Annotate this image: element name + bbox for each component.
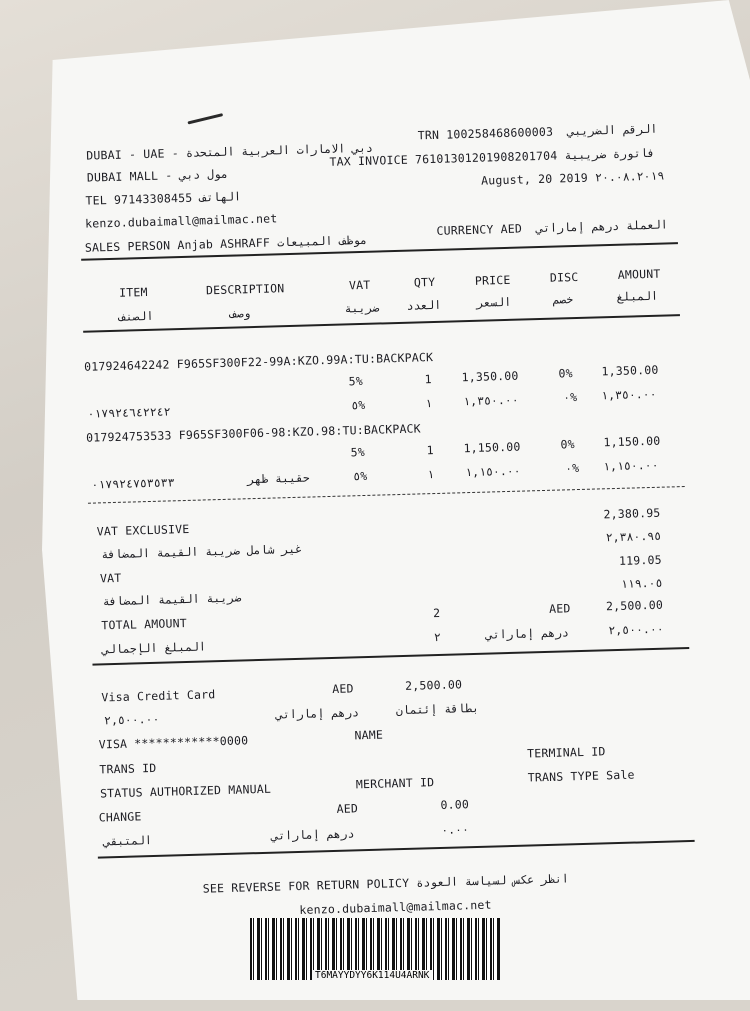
item-price: 1,350.00 bbox=[461, 368, 519, 385]
col-item-ar: الصنف bbox=[118, 308, 154, 324]
total-value: 2,500.00 bbox=[605, 597, 664, 614]
total-currency-ar: درهم إماراتي bbox=[485, 625, 570, 642]
payment-method-ar: بطاقة إئتمان bbox=[395, 700, 480, 718]
vat-label-ar: ضريبة القيمة المضافة bbox=[102, 590, 242, 609]
total-amount-label-ar: المبلغ الإجمالي bbox=[101, 639, 207, 657]
vat-value: 119.05 bbox=[618, 552, 662, 568]
item-disc: 0% bbox=[558, 366, 573, 381]
item-price-ar: ١,١٥٠.٠٠ bbox=[465, 463, 521, 480]
item-amount: 1,350.00 bbox=[601, 362, 659, 379]
currency: CURRENCY AED العملة درهم إماراتي bbox=[436, 217, 668, 238]
item-line: 017924642242 F965SF300F22-99A:KZO.99A:TU:BACKPACK bbox=[83, 350, 434, 374]
name-label: NAME bbox=[354, 727, 384, 743]
item-qty-ar: ١ bbox=[427, 467, 435, 482]
item-line: 017924753533 F965SF300F06-98:KZO.98:TU:BACKPACK bbox=[85, 421, 422, 445]
tax-invoice: TAX INVOICE 76101301201908201704 فاتورة ضريبية bbox=[329, 145, 655, 169]
change-value: 0.00 bbox=[440, 797, 470, 812]
change-label-ar: المتبقي bbox=[103, 833, 153, 849]
change-value-ar: ٠.٠٠ bbox=[441, 822, 470, 837]
col-disc: DISC bbox=[549, 269, 579, 285]
change-label: CHANGE bbox=[98, 809, 142, 825]
store-email: kenzo.dubaimall@mailmac.net bbox=[84, 211, 278, 231]
col-qty: QTY bbox=[413, 274, 436, 290]
footer-email: kenzo.dubaimall@mailmac.net bbox=[299, 897, 492, 917]
col-vat-ar: ضريبة bbox=[344, 300, 380, 316]
col-disc-ar: خصم bbox=[552, 292, 574, 307]
item-code-ar: ٠١٧٩٢٤٧٥٣٥٣٣ bbox=[91, 475, 175, 492]
item-code-ar: ٠١٧٩٢٤٦٤٢٢٤٢ bbox=[87, 404, 171, 421]
vat-exclusive-label-ar: غير شامل ضريبة القيمة المضافة bbox=[101, 541, 303, 562]
vat-exclusive-label: VAT EXCLUSIVE bbox=[96, 521, 190, 539]
item-amount-ar: ١,٣٥٠.٠٠ bbox=[600, 386, 657, 403]
item-vat-ar: ٥% bbox=[353, 468, 368, 484]
barcode-text: T6MAYYDYY6K114U4ARNK bbox=[312, 970, 432, 981]
terminal-id-label: TERMINAL ID bbox=[526, 744, 606, 761]
trans-type-label: TRANS TYPE Sale bbox=[527, 767, 635, 785]
col-description: DESCRIPTION bbox=[205, 281, 285, 298]
payment-currency-ar: درهم إماراتي bbox=[275, 705, 360, 722]
card-number: VISA ************0000 bbox=[98, 733, 249, 752]
payment-amount: 2,500.00 bbox=[404, 677, 463, 693]
change-currency-ar: درهم إماراتي bbox=[271, 826, 355, 843]
payment-currency: AED bbox=[332, 681, 354, 696]
col-vat: VAT bbox=[348, 277, 371, 293]
vat-exclusive-value-ar: ٢,٣٨٠.٩٥ bbox=[605, 528, 662, 545]
divider bbox=[98, 840, 695, 859]
sales-person: SALES PERSON Anjab ASHRAFF موظف المبيعات bbox=[84, 232, 368, 255]
col-item: ITEM bbox=[118, 284, 148, 300]
item-qty-ar: ١ bbox=[425, 396, 433, 411]
return-policy: SEE REVERSE FOR RETURN POLICY انظر عكس لسياسة العودة bbox=[202, 871, 569, 896]
col-amount: AMOUNT bbox=[617, 266, 661, 282]
vat-value-ar: ١١٩.٠٥ bbox=[620, 575, 663, 591]
change-currency: AED bbox=[336, 801, 359, 816]
trn: TRN 100258468600003 الرقم الضريبي bbox=[417, 121, 658, 143]
divider bbox=[88, 486, 685, 504]
item-amount-ar: ١,١٥٠.٠٠ bbox=[602, 457, 659, 474]
merchant-id-label: MERCHANT ID bbox=[355, 775, 435, 792]
store-phone: TEL 97143308455 الهاتف bbox=[85, 189, 242, 208]
item-price: 1,150.00 bbox=[463, 439, 521, 456]
item-vat: 5% bbox=[350, 444, 366, 460]
total-currency: AED bbox=[548, 601, 571, 616]
total-qty: 2 bbox=[432, 605, 441, 621]
trans-id-label: TRANS ID bbox=[99, 760, 157, 777]
col-amount-ar: المبلغ bbox=[616, 288, 659, 304]
payment-method: Visa Credit Card bbox=[101, 687, 216, 705]
vat-exclusive-value: 2,380.95 bbox=[603, 505, 661, 522]
col-price-ar: السعر bbox=[476, 294, 512, 310]
total-qty-ar: ٢ bbox=[433, 629, 441, 645]
total-amount-label: TOTAL AMOUNT bbox=[101, 616, 188, 633]
store-mall: DUBAI MALL - مول دبي bbox=[86, 166, 229, 185]
item-price-ar: ١,٣٥٠.٠٠ bbox=[463, 392, 519, 409]
item-qty: 1 bbox=[426, 443, 434, 458]
divider bbox=[83, 314, 680, 333]
item-desc-ar: حقيبة ظهر bbox=[247, 470, 310, 487]
invoice-date: August, 20 2019 ٢٠.٠٨.٢٠١٩ bbox=[480, 168, 665, 188]
item-disc-ar: ٠% bbox=[564, 460, 580, 476]
item-amount: 1,150.00 bbox=[603, 433, 661, 450]
item-disc-ar: ٠% bbox=[563, 390, 578, 405]
total-value-ar: ٢,٥٠٠.٠٠ bbox=[608, 621, 664, 638]
col-price: PRICE bbox=[474, 272, 511, 288]
store-location: DUBAI - UAE - دبي الامارات العربية المتحدة bbox=[86, 140, 374, 163]
col-qty-ar: العدد bbox=[406, 297, 442, 313]
pen-mark bbox=[187, 113, 223, 124]
status-label: STATUS AUTHORIZED MANUAL bbox=[99, 781, 272, 801]
item-vat-ar: ٥% bbox=[351, 397, 366, 413]
item-qty: 1 bbox=[424, 372, 432, 387]
col-description-ar: وصف bbox=[229, 306, 251, 321]
item-vat: 5% bbox=[348, 373, 364, 389]
item-disc: 0% bbox=[560, 437, 575, 452]
vat-label: VAT bbox=[99, 570, 122, 586]
payment-amount-ar: ٢,٥٠٠.٠٠ bbox=[103, 711, 160, 728]
